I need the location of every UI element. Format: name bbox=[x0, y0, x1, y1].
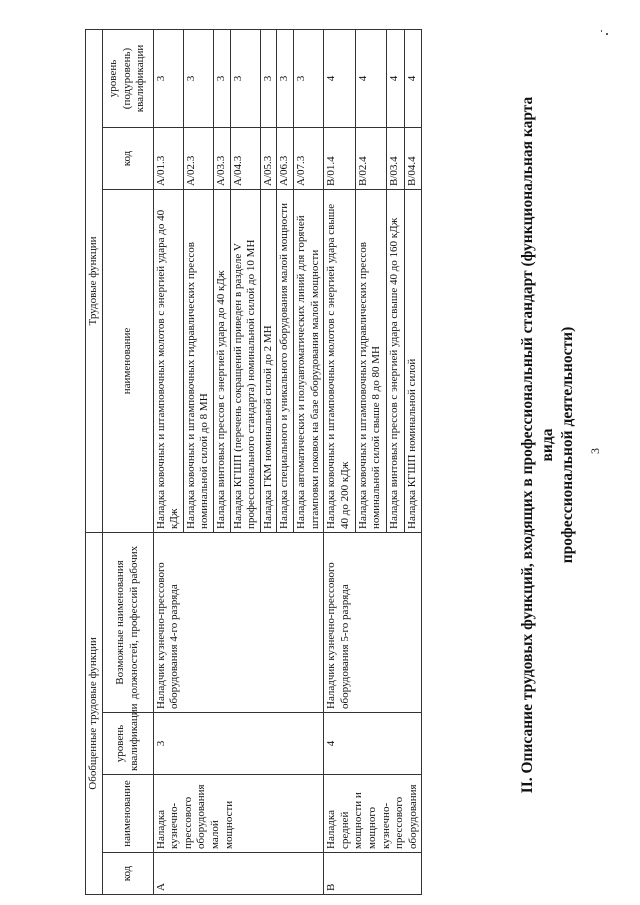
labor-function-code: A/05.3 bbox=[260, 127, 277, 189]
header-level: уровень квалификации bbox=[102, 713, 153, 775]
labor-function-level: 3 bbox=[183, 29, 213, 127]
group-name: Наладка средней мощности и мощного кузнечно-прессового оборудования bbox=[324, 775, 422, 853]
page-number: 3 bbox=[588, 448, 602, 454]
group-level: 4 bbox=[324, 713, 422, 775]
labor-function-name: Наладка винтовых прессов с энергией удара свыше 40 до 160 кДж bbox=[387, 189, 404, 532]
header-labor: Трудовые функции bbox=[86, 29, 103, 532]
labor-function-code: B/02.4 bbox=[355, 127, 387, 189]
group-positions: Наладчик кузнечно-прессового оборудования 5-го разряда bbox=[324, 532, 422, 712]
labor-function-name: Наладка автоматических и полуавтоматических линий для горячей штамповки поковок на базе оборудования малой мощности bbox=[293, 189, 323, 532]
labor-function-name: Наладка ковочных и штамповочных молотов с энергией удара свыше 40 до 200 кДж bbox=[324, 189, 356, 532]
title-line: профессиональной деятельности) bbox=[559, 326, 576, 564]
labor-function-code: A/06.3 bbox=[277, 127, 294, 189]
group-positions: Наладчик кузнечно-прессового оборудования 4-го разряда bbox=[153, 532, 324, 712]
scan-speck bbox=[606, 33, 608, 35]
labor-function-level: 4 bbox=[355, 29, 387, 127]
labor-function-code: A/03.3 bbox=[213, 127, 230, 189]
labor-function-level: 3 bbox=[213, 29, 230, 127]
labor-function-level: 3 bbox=[293, 29, 323, 127]
labor-function-row bbox=[153, 29, 183, 894]
labor-function-code: B/03.4 bbox=[387, 127, 404, 189]
header-labor-level: уровень (подуровень) квалификации bbox=[102, 29, 153, 127]
header-row-groups bbox=[86, 29, 103, 894]
labor-function-name: Наладка КГШП (перечень сокращений приведен в разделе V профессионального стандарта) номинальной силой до 10 МН bbox=[230, 189, 260, 532]
labor-function-name: Наладка ковочных и штамповочных гидравлических прессов номинальной силой до 8 МН bbox=[183, 189, 213, 532]
labor-function-level: 3 bbox=[153, 29, 183, 127]
labor-function-level: 4 bbox=[324, 29, 356, 127]
labor-function-name: Наладка винтовых прессов с энергией удара до 40 кДж bbox=[213, 189, 230, 532]
labor-function-code: B/04.4 bbox=[404, 127, 421, 189]
labor-function-level: 4 bbox=[387, 29, 404, 127]
labor-function-name: Наладка ковочных и штамповочных гидравлических прессов номинальной силой свыше 8 до 80 МН bbox=[355, 189, 387, 532]
header-labor-code: код bbox=[102, 127, 153, 189]
header-row-columns bbox=[102, 29, 153, 894]
labor-function-code: A/07.3 bbox=[293, 127, 323, 189]
labor-function-row bbox=[324, 29, 356, 894]
section-title bbox=[518, 85, 578, 805]
labor-function-level: 4 bbox=[404, 29, 421, 127]
labor-function-code: A/02.3 bbox=[183, 127, 213, 189]
group-code: B bbox=[324, 853, 422, 895]
header-name: наименование bbox=[102, 775, 153, 853]
group-code: A bbox=[153, 853, 324, 895]
labor-function-name: Наладка КГШП номинальной силой bbox=[404, 189, 421, 532]
scan-speck bbox=[601, 30, 602, 32]
labor-function-code: A/01.3 bbox=[153, 127, 183, 189]
header-positions: Возможные наименования должностей, профессий рабочих bbox=[102, 532, 153, 712]
group-name: Наладка кузнечно-прессового оборудования малой мощности bbox=[153, 775, 324, 853]
title-line: II. Описание трудовых функций, входящих в профессиональный стандарт (функциональная карта вида bbox=[519, 96, 556, 794]
labor-function-name: Наладка ковочных и штамповочных молотов с энергией удара до 40 кДж bbox=[153, 189, 183, 532]
labor-function-code: A/04.3 bbox=[230, 127, 260, 189]
labor-function-level: 3 bbox=[260, 29, 277, 127]
labor-function-level: 3 bbox=[230, 29, 260, 127]
labor-function-name: Наладка специального и уникального оборудования малой мощности bbox=[277, 189, 294, 532]
header-code: код bbox=[102, 853, 153, 895]
group-level: 3 bbox=[153, 713, 324, 775]
labor-function-code: B/01.4 bbox=[324, 127, 356, 189]
labor-function-level: 3 bbox=[277, 29, 294, 127]
labor-function-name: Наладка ГКМ номинальной силой до 2 МН bbox=[260, 189, 277, 532]
header-labor-name: наименование bbox=[102, 189, 153, 532]
functional-map-table bbox=[85, 29, 422, 895]
header-generalized: Обобщенные трудовые функции bbox=[86, 532, 103, 894]
